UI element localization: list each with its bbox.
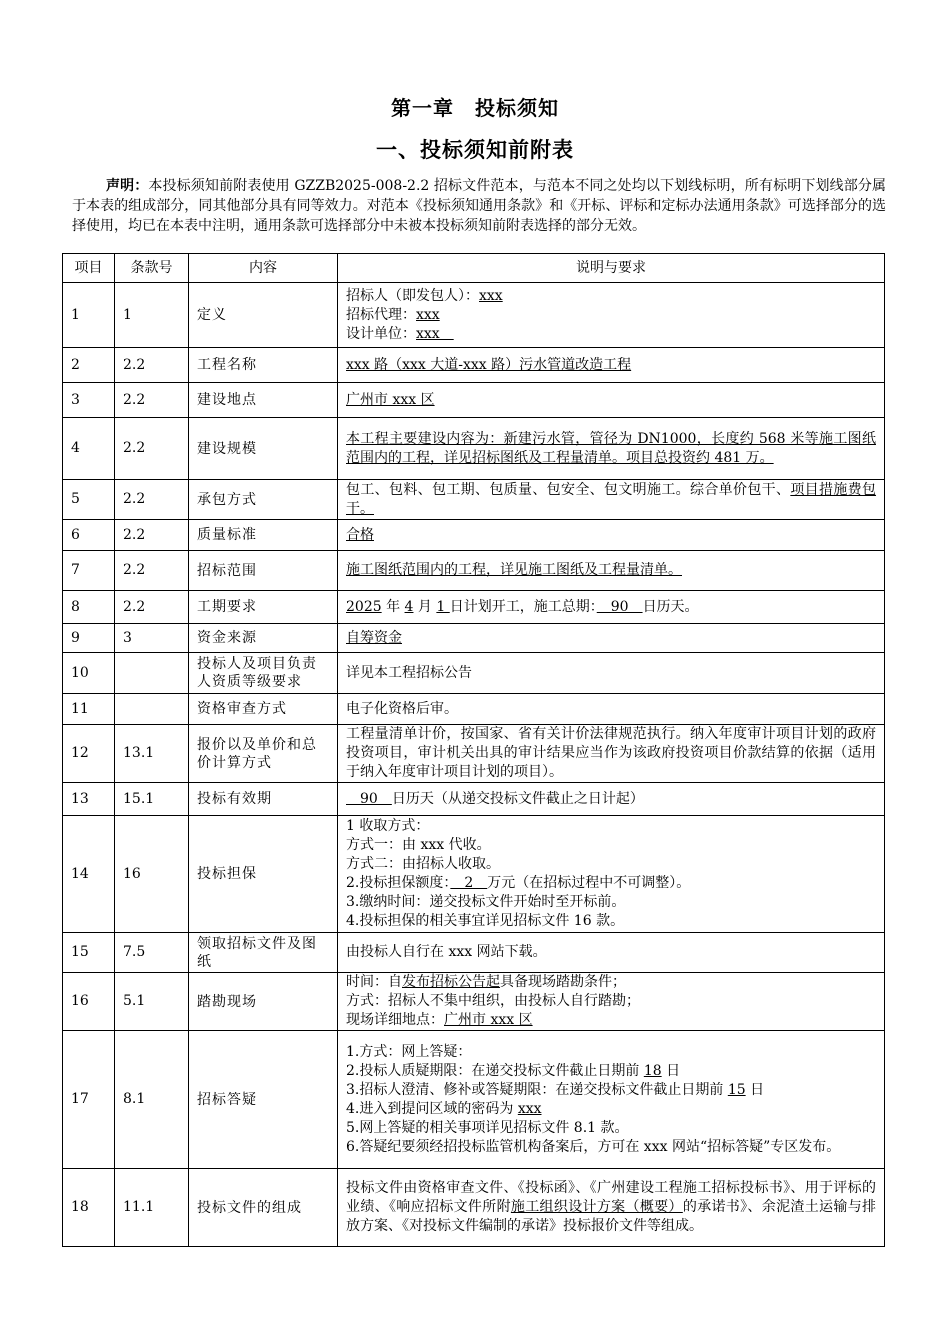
- description-text: 日: [661, 1062, 681, 1079]
- description-line: [346, 1062, 876, 1081]
- row-content: 承包方式: [189, 480, 338, 520]
- table-row: [63, 1169, 885, 1247]
- description-text: 月: [413, 598, 437, 615]
- description-text: 日历天。: [642, 598, 699, 615]
- description-text: 4.进入到提问区域的密码为: [346, 1100, 518, 1117]
- description-text: 电子化资格后审。: [346, 700, 458, 717]
- row-clause: 2.2: [115, 591, 189, 624]
- description-line: [346, 391, 876, 410]
- row-number: 13: [63, 783, 115, 816]
- row-content: 建设规模: [189, 418, 338, 480]
- row-content: 报价以及单价和总价计算方式: [189, 725, 338, 783]
- table-row: [63, 1031, 885, 1169]
- description-line: [346, 1100, 876, 1119]
- underlined-text: 2025: [346, 598, 382, 615]
- row-clause: 2.2: [115, 480, 189, 520]
- row-clause: 1: [115, 283, 189, 348]
- description-text: 4.投标担保的相关事宜详见招标文件 16 款。: [346, 913, 625, 929]
- row-content: 建设地点: [189, 383, 338, 418]
- row-number: 9: [63, 624, 115, 653]
- underlined-text: xxx: [416, 306, 440, 323]
- description-text: 时间：自: [346, 974, 402, 990]
- row-clause: 2.2: [115, 418, 189, 480]
- row-clause: 5.1: [115, 973, 189, 1031]
- description-line: [346, 992, 876, 1011]
- underlined-text: 施工图纸范围内的工程，详见施工图纸及工程量清单。: [346, 562, 682, 578]
- underlined-text: 18: [643, 1062, 662, 1079]
- statement-text: 本投标须知前附表使用 GZZB2025-008-2.2 招标文件范本，与范本不同之处均以下划线标明，所有标明下划线部分属于本表的组成部分，同其他部分具有同等效力。对范本《投标须知通用条款》和《开标、评标和定标办法通用条款》可选择部分的选择使用，均已在本表中注明，通用条款可选择部分中未被本投标须知前附表选择的部分无效。: [72, 178, 887, 234]
- statement-paragraph: [72, 176, 886, 236]
- description-line: [346, 912, 876, 931]
- row-clause: 8.1: [115, 1031, 189, 1169]
- row-description: [338, 816, 885, 933]
- row-number: 15: [63, 933, 115, 973]
- row-number: 11: [63, 694, 115, 725]
- description-text: 由投标人自行在 xxx 网站下载。: [346, 944, 547, 960]
- description-text: 方式二：由招标人收取。: [346, 856, 500, 872]
- table-row: [63, 653, 885, 694]
- table-row: [63, 933, 885, 973]
- table-row: [63, 348, 885, 383]
- row-clause: 3: [115, 624, 189, 653]
- row-number: 17: [63, 1031, 115, 1169]
- row-description: [338, 591, 885, 624]
- row-number: 18: [63, 1169, 115, 1247]
- row-description: [338, 1169, 885, 1247]
- description-line: [346, 1011, 876, 1030]
- header-requirements: 说明与要求: [338, 254, 885, 283]
- underlined-text: 15: [727, 1081, 746, 1098]
- underlined-text: 合格: [346, 526, 374, 543]
- description-line: [346, 855, 876, 874]
- table-row: [63, 816, 885, 933]
- description-line: [346, 836, 876, 855]
- underlined-text: 1: [436, 598, 450, 615]
- description-text: 3.缴纳时间：递交投标文件开始时至开标前。: [346, 894, 626, 910]
- table-row: [63, 283, 885, 348]
- description-line: [346, 430, 876, 468]
- underlined-text: xxx: [479, 287, 503, 304]
- description-line: [346, 1179, 876, 1236]
- underlined-text: 本工程主要建设内容为：新建污水管，管径为 DN1000，长度约 568 米等施工图纸范围内的工程，详见招标图纸及工程量清单。项目总投资约 481 万。: [346, 430, 876, 466]
- description-text: 年: [381, 598, 405, 615]
- description-text: 工程量清单计价，按国家、省有关计价法律规范执行。纳入年度审计项目计划的政府投资项目，审计机关出具的审计结果应当作为该政府投资项目价款结算的依据（适用于纳入年度审计项目计划的项目）。: [346, 726, 876, 780]
- row-number: 2: [63, 348, 115, 383]
- row-content: 招标范围: [189, 551, 338, 591]
- row-number: 10: [63, 653, 115, 694]
- description-line: [346, 526, 876, 545]
- description-text: 投标文件由资格审查文件、《投标函》、《广州建设工程施工招标投标书》、用于评标的业绩、《响应招标文件所附: [346, 1180, 876, 1215]
- row-content: 定义: [189, 283, 338, 348]
- row-number: 7: [63, 551, 115, 591]
- underlined-text: 发布招标公告起: [402, 974, 500, 990]
- description-text: 具备现场踏勘条件；: [500, 974, 626, 990]
- bidding-notice-table: [62, 253, 885, 1247]
- row-description: [338, 551, 885, 591]
- underlined-text: 4: [404, 598, 414, 615]
- description-text: 1 收取方式：: [346, 818, 430, 834]
- underlined-text: xxx: [517, 1100, 542, 1117]
- row-content: 投标担保: [189, 816, 338, 933]
- row-clause: 2.2: [115, 520, 189, 551]
- row-number: 5: [63, 480, 115, 520]
- row-description: [338, 725, 885, 783]
- description-line: [346, 629, 876, 648]
- row-description: [338, 624, 885, 653]
- row-clause: 15.1: [115, 783, 189, 816]
- row-description: [338, 283, 885, 348]
- row-description: [338, 1031, 885, 1169]
- description-text: 日历天（从递交投标文件截止之日计起）: [391, 790, 644, 807]
- table-row: [63, 783, 885, 816]
- table-header-row: [63, 254, 885, 283]
- row-content: 领取招标文件及图纸: [189, 933, 338, 973]
- description-text: 的承诺书》、余泥渣土运输与排放方案、《对投标文件编制的承诺》投标报价文件等组成。: [346, 1199, 877, 1234]
- description-line: [346, 481, 876, 519]
- row-number: 16: [63, 973, 115, 1031]
- table-row: [63, 480, 885, 520]
- description-text: 1.方式：网上答疑：: [346, 1043, 472, 1060]
- row-number: 6: [63, 520, 115, 551]
- table-row: [63, 418, 885, 480]
- description-line: [346, 725, 876, 782]
- description-text: 3.招标人澄清、修补或答疑期限：在递交投标文件截止日期前: [346, 1081, 728, 1098]
- description-text: 现场详细地点：: [346, 1012, 444, 1028]
- header-clause: 条款号: [115, 254, 189, 283]
- row-content: 投标人及项目负责人资质等级要求: [189, 653, 338, 694]
- statement-label: 声明：: [106, 178, 149, 194]
- description-text: 详见本工程招标公告: [346, 664, 472, 681]
- table-row: [63, 383, 885, 418]
- description-line: [346, 598, 876, 617]
- row-clause: 2.2: [115, 383, 189, 418]
- row-description: [338, 783, 885, 816]
- underlined-text: xxx 路（xxx 大道-xxx 路）污水管道改造工程: [346, 356, 632, 373]
- underlined-text: 广州市 xxx 区: [444, 1012, 533, 1028]
- row-description: [338, 418, 885, 480]
- description-text: 设计单位：: [346, 325, 416, 342]
- row-content: 质量标准: [189, 520, 338, 551]
- description-text: 日: [745, 1081, 765, 1098]
- row-description: [338, 520, 885, 551]
- row-description: [338, 653, 885, 694]
- underlined-text: 施工组织设计方案（概要）: [510, 1199, 683, 1215]
- underlined-text: 项目措施费包干。: [346, 481, 877, 517]
- table-body: [63, 283, 885, 1247]
- row-number: 4: [63, 418, 115, 480]
- description-text: 日计划开工，施工总期：: [449, 598, 597, 615]
- description-text: 万元（在招标过程中不可调整）。: [487, 875, 691, 891]
- underlined-text: 自筹资金: [346, 629, 402, 646]
- underlined-text: xxx: [416, 325, 454, 342]
- underlined-text: 广州市 xxx 区: [346, 391, 435, 408]
- row-clause: 11.1: [115, 1169, 189, 1247]
- description-line: [346, 973, 876, 992]
- row-number: 3: [63, 383, 115, 418]
- row-description: [338, 383, 885, 418]
- row-description: [338, 694, 885, 725]
- description-line: [346, 1119, 876, 1138]
- row-content: 资格审查方式: [189, 694, 338, 725]
- description-text: 2.投标担保额度：: [346, 875, 451, 891]
- description-line: [346, 664, 876, 683]
- row-content: 投标文件的组成: [189, 1169, 338, 1247]
- description-line: [346, 943, 876, 962]
- header-content: 内容: [189, 254, 338, 283]
- description-line: [346, 893, 876, 912]
- underlined-text: 90: [596, 598, 643, 615]
- description-line: [346, 874, 876, 893]
- table-row: [63, 725, 885, 783]
- row-content: 招标答疑: [189, 1031, 338, 1169]
- description-text: 方式一：由 xxx 代收。: [346, 837, 491, 853]
- row-clause: 13.1: [115, 725, 189, 783]
- description-line: [346, 356, 876, 375]
- description-text: 招标人（即发包人）：: [346, 287, 479, 304]
- description-line: [346, 700, 876, 719]
- underlined-text: 90: [346, 790, 392, 807]
- row-content: 投标有效期: [189, 783, 338, 816]
- chapter-title: 第一章 投标须知: [391, 96, 559, 120]
- table-row: [63, 520, 885, 551]
- row-number: 14: [63, 816, 115, 933]
- description-line: [346, 306, 876, 325]
- row-content: 工程名称: [189, 348, 338, 383]
- description-line: [346, 561, 876, 580]
- header-item-no: 项目: [63, 254, 115, 283]
- row-clause: 16: [115, 816, 189, 933]
- row-description: [338, 973, 885, 1031]
- description-line: [346, 817, 876, 836]
- row-number: 12: [63, 725, 115, 783]
- table-row: [63, 624, 885, 653]
- row-description: [338, 480, 885, 520]
- description-text: 6.答疑纪要须经招投标监管机构备案后，方可在 xxx 网站“招标答疑”专区发布。: [346, 1138, 841, 1155]
- table-row: [63, 973, 885, 1031]
- description-line: [346, 1043, 876, 1062]
- table-row: [63, 551, 885, 591]
- description-text: 5.网上答疑的相关事项详见招标文件 8.1 款。: [346, 1119, 629, 1136]
- description-text: 招标代理：: [346, 306, 416, 323]
- description-line: [346, 1138, 876, 1157]
- description-text: 包工、包料、包工期、包质量、包安全、包文明施工。综合单价包干、: [346, 481, 791, 498]
- row-clause: 7.5: [115, 933, 189, 973]
- description-line: [346, 1081, 876, 1100]
- underlined-text: 2: [450, 875, 488, 891]
- row-clause: 2.2: [115, 348, 189, 383]
- row-content: 资金来源: [189, 624, 338, 653]
- row-description: [338, 933, 885, 973]
- row-number: 1: [63, 283, 115, 348]
- description-text: 方式：招标人不集中组织，由投标人自行踏勘；: [346, 993, 640, 1009]
- section-title: 一、投标须知前附表: [376, 138, 574, 162]
- table-row: [63, 591, 885, 624]
- description-line: [346, 790, 876, 809]
- description-line: [346, 287, 876, 306]
- row-description: [338, 348, 885, 383]
- row-clause: [115, 653, 189, 694]
- row-clause: [115, 694, 189, 725]
- row-clause: 2.2: [115, 551, 189, 591]
- row-content: 工期要求: [189, 591, 338, 624]
- table-row: [63, 694, 885, 725]
- row-content: 踏勘现场: [189, 973, 338, 1031]
- row-number: 8: [63, 591, 115, 624]
- description-text: 2.投标人质疑期限：在递交投标文件截止日期前: [346, 1062, 644, 1079]
- description-line: [346, 325, 876, 344]
